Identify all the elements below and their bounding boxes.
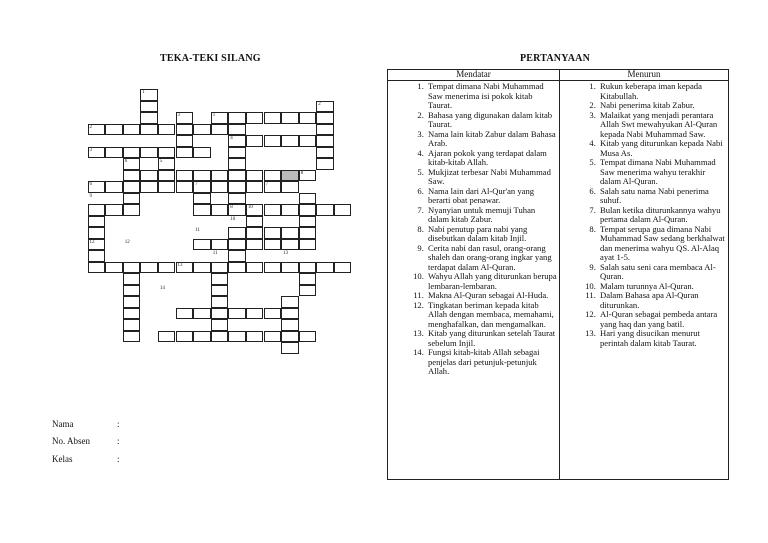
crossword-cell[interactable] [246, 181, 264, 193]
crossword-cell[interactable] [158, 262, 176, 274]
crossword-cell[interactable] [140, 124, 158, 136]
crossword-cell[interactable] [123, 147, 141, 159]
crossword-cell[interactable] [281, 135, 299, 147]
crossword-cell[interactable] [299, 331, 317, 343]
menurun-clue: 5. Tempat dimana Nabi Muhammad Saw menerima wahyu terakhir dalam Al-Quran. [598, 158, 726, 187]
crossword-cell[interactable] [88, 262, 106, 274]
crossword-cell[interactable] [88, 250, 106, 262]
crossword-cell[interactable] [334, 204, 352, 216]
crossword-cell[interactable] [264, 308, 282, 320]
crossword-cell[interactable] [123, 296, 141, 308]
crossword-cell[interactable] [264, 204, 282, 216]
crossword-cell[interactable] [281, 170, 299, 182]
mendatar-header: Mendatar [388, 70, 560, 81]
crossword-cell[interactable] [211, 319, 229, 331]
mendatar-clue: 5. Mukjizat terbesar Nabi Muhammad Saw. [426, 168, 557, 187]
crossword-cell[interactable] [281, 112, 299, 124]
crossword-cell[interactable] [264, 227, 282, 239]
crossword-cell[interactable] [123, 273, 141, 285]
crossword-cell[interactable] [299, 216, 317, 228]
crossword-cell[interactable] [228, 193, 246, 205]
crossword-cell[interactable] [123, 204, 141, 216]
crossword-cell[interactable] [299, 262, 317, 274]
menurun-clue: 6. Salah satu nama Nabi penerima suhuf. [598, 187, 726, 206]
crossword-cell[interactable] [211, 285, 229, 297]
mendatar-clue: 12. Tingkatan beriman kepada kitab Allah dengan membaca, memahami, menghafalkan, dan mengamalkan. [426, 301, 557, 330]
clue-number: 4 [230, 136, 233, 142]
crossword-cell[interactable] [176, 170, 194, 182]
crossword-cell[interactable] [211, 124, 229, 136]
crossword-cell[interactable] [228, 170, 246, 182]
crossword-cell[interactable] [123, 331, 141, 343]
crossword-cell[interactable] [246, 170, 264, 182]
crossword-cell[interactable] [140, 181, 158, 193]
crossword-cell[interactable] [123, 181, 141, 193]
crossword-cell[interactable] [264, 112, 282, 124]
crossword-cell[interactable] [140, 170, 158, 182]
crossword-cell[interactable] [123, 319, 141, 331]
crossword-cell[interactable] [123, 262, 141, 274]
menurun-clue: 9. Salah satu seni cara membaca Al-Quran. [598, 263, 726, 282]
crossword-cell[interactable] [193, 170, 211, 182]
crossword-cell[interactable] [105, 181, 123, 193]
crossword-cell[interactable] [246, 227, 264, 239]
clue-number: 2 [318, 101, 321, 107]
crossword-cell[interactable] [228, 124, 246, 136]
crossword-cell[interactable] [211, 204, 229, 216]
menurun-header: Menurun [560, 70, 729, 81]
menurun-clue: 11. Dalam Bahasa apa Al-Quran diturunkan. [598, 291, 726, 310]
crossword-cell[interactable] [281, 239, 299, 251]
crossword-cell[interactable] [193, 124, 211, 136]
clue-number: 14 [159, 285, 165, 291]
crossword-cell[interactable] [281, 331, 299, 343]
crossword-cell[interactable] [299, 112, 317, 124]
crossword-cell[interactable] [228, 158, 246, 170]
menurun-clue: 13. Hari yang disucikan menurut perintah dalam kitab Taurat. [598, 329, 726, 348]
crossword-cell[interactable] [211, 273, 229, 285]
crossword-cell[interactable] [140, 262, 158, 274]
crossword-cell[interactable] [299, 273, 317, 285]
menurun-clue: 1. Rukun keberapa iman kepada Kitabullah. [598, 82, 726, 101]
crossword-cell[interactable] [193, 308, 211, 320]
crossword-cell[interactable] [211, 296, 229, 308]
crossword-cell[interactable] [211, 239, 229, 251]
crossword-cell[interactable] [140, 101, 158, 113]
clue-number: 11 [195, 228, 200, 234]
name-field [52, 419, 120, 429]
crossword-cell[interactable] [211, 331, 229, 343]
menurun-clue: 4. Kitab yang diturunkan kepada Nabi Musa As. [598, 139, 726, 158]
clue-number: 10 [230, 216, 236, 222]
crossword-cell[interactable] [140, 147, 158, 159]
crossword-cell[interactable] [281, 296, 299, 308]
crossword-cell[interactable] [105, 147, 123, 159]
crossword-cell[interactable] [88, 204, 106, 216]
clue-number: 12 [124, 239, 130, 245]
crossword-cell[interactable] [123, 193, 141, 205]
crossword-cell[interactable] [281, 181, 299, 193]
name-colon: : [117, 419, 120, 429]
crossword-cell[interactable] [176, 181, 194, 193]
clue-number: 6 [89, 182, 92, 188]
clue-number: 11 [212, 251, 218, 257]
clue-number: 13 [177, 262, 183, 268]
crossword-cell[interactable] [316, 124, 334, 136]
clue-number: 3 [177, 113, 180, 119]
crossword-cell[interactable] [228, 112, 246, 124]
menurun-list [562, 82, 726, 348]
mendatar-clue: 4. Ajaran pokok yang terdapat dalam kitab-kitab Allah. [426, 149, 557, 168]
crossword-cell[interactable] [299, 204, 317, 216]
mendatar-clue: 6. Nama lain dari Al-Qur'an yang berarti obat penawar. [426, 187, 557, 206]
crossword-cell[interactable] [299, 227, 317, 239]
crossword-cell[interactable] [158, 170, 176, 182]
crossword-cell[interactable] [193, 204, 211, 216]
crossword-cell[interactable] [299, 135, 317, 147]
clue-number: 1 [142, 90, 145, 96]
crossword-cell[interactable] [299, 193, 317, 205]
clue-number: 12 [89, 239, 95, 245]
crossword-cell[interactable] [334, 262, 352, 274]
crossword-cell[interactable] [193, 331, 211, 343]
crossword-cell[interactable] [88, 227, 106, 239]
crossword-cell[interactable] [264, 170, 282, 182]
crossword-cell[interactable] [123, 170, 141, 182]
crossword-cell[interactable] [176, 331, 194, 343]
crossword-cell[interactable] [228, 181, 246, 193]
menurun-clue: 8. Tempat serupa gua dimana Nabi Muhammad Saw sedang berkhalwat dan menerima wahyu QS. Al-Alaq ayat 1-5. [598, 225, 726, 263]
crossword-cell[interactable] [176, 308, 194, 320]
crossword-cell[interactable] [123, 124, 141, 136]
clue-number: 8 [230, 205, 233, 211]
clue-number: 6 [124, 159, 128, 165]
mendatar-clue: 2. Bahasa yang digunakan dalam kitab Taurat. [426, 111, 557, 130]
crossword-cell[interactable] [316, 262, 334, 274]
crossword-cell[interactable] [105, 124, 123, 136]
crossword-cell[interactable] [264, 239, 282, 251]
crossword-cell[interactable] [281, 227, 299, 239]
mendatar-clue: 9. Cerita nabi dan rasul, orang-orang shaleh dan orang-orang ingkar yang terdapat dalam Al-Quran. [426, 244, 557, 273]
crossword-cell[interactable] [246, 331, 264, 343]
crossword-cell[interactable] [228, 331, 246, 343]
clue-number: 3 [89, 147, 92, 153]
crossword-cell[interactable] [264, 262, 282, 274]
clue-number: 8 [300, 170, 304, 176]
crossword-cell[interactable] [158, 331, 176, 343]
crossword-cell[interactable] [176, 135, 194, 147]
menurun-clue: 3. Malaikat yang menjadi perantara Allah Swt mewahyukan Al-Quran kepada Nabi Muhammad Saw. [598, 111, 726, 140]
crossword-cell[interactable] [281, 204, 299, 216]
crossword-cell[interactable] [211, 308, 229, 320]
crossword-cell[interactable] [316, 135, 334, 147]
menurun-clue: 2. Nabi penerima kitab Zabur. [598, 101, 726, 111]
crossword-cell[interactable] [281, 308, 299, 320]
absen-label: No. Absen [52, 436, 90, 446]
questions-title: PERTANYAAN [520, 53, 590, 64]
absen-field [52, 436, 120, 446]
crossword-cell[interactable] [228, 147, 246, 159]
kelas-colon: : [117, 454, 120, 464]
crossword-cell[interactable] [228, 308, 246, 320]
menurun-clue: 10. Malam turunnya Al-Quran. [598, 282, 726, 292]
menurun-clue: 12. Al-Quran sebagai pembeda antara yang haq dan yang batil. [598, 310, 726, 329]
crossword-cell[interactable] [246, 308, 264, 320]
crossword-title: TEKA-TEKI SILANG [160, 53, 261, 64]
clue-number: 2 [89, 124, 92, 130]
menurun-clue: 7. Bulan ketika diturunkannya wahyu pertama dalam Al-Quran. [598, 206, 726, 225]
crossword-cell[interactable] [211, 170, 229, 182]
crossword-cell[interactable] [176, 124, 194, 136]
crossword-cell[interactable] [123, 285, 141, 297]
crossword-cell[interactable] [176, 147, 194, 159]
clue-number: 1 [212, 113, 216, 119]
crossword-cell[interactable] [158, 181, 176, 193]
crossword-cell[interactable] [281, 319, 299, 331]
crossword-cell[interactable] [246, 262, 264, 274]
crossword-cell[interactable] [193, 147, 211, 159]
mendatar-clue: 10. Wahyu Allah yang diturunkan berupa lembaran-lembaran. [426, 272, 557, 291]
crossword-cell[interactable] [211, 262, 229, 274]
crossword-cell[interactable] [140, 112, 158, 124]
mendatar-clue: 7. Nyanyian untuk memuji Tuhan dalam kitab Zabur. [426, 206, 557, 225]
crossword-cell[interactable] [264, 135, 282, 147]
clue-number: 7 [265, 182, 268, 188]
crossword-cell[interactable] [88, 216, 106, 228]
crossword-cell[interactable] [228, 250, 246, 262]
crossword-cell[interactable] [193, 239, 211, 251]
crossword-cell[interactable] [211, 181, 229, 193]
mendatar-clue: 1. Tempat dimana Nabi Muhammad Saw menerima isi pokok kitab Taurat. [426, 82, 557, 111]
crossword-cell[interactable] [246, 112, 264, 124]
crossword-cell[interactable] [158, 147, 176, 159]
crossword-cell[interactable] [228, 239, 246, 251]
mendatar-clue: 13. Kitab yang diturunkan setelah Taurat sebelum Injil. [426, 329, 557, 348]
crossword-cell[interactable] [299, 285, 317, 297]
crossword-cell[interactable] [228, 262, 246, 274]
crossword-cell[interactable] [264, 331, 282, 343]
crossword-cell[interactable] [316, 204, 334, 216]
crossword-cell[interactable] [299, 239, 317, 251]
kelas-field [52, 454, 120, 464]
mendatar-clue: 3. Nama lain kitab Zabur dalam Bahasa Arab. [426, 130, 557, 149]
questions-table [387, 69, 729, 480]
crossword-cell[interactable] [316, 147, 334, 159]
mendatar-clue: 8. Nabi penutup para nabi yang disebutkan dalam kitab Injil. [426, 225, 557, 244]
clue-number: 10 [247, 205, 253, 211]
crossword-cell[interactable] [228, 227, 246, 239]
crossword-cell[interactable] [246, 239, 264, 251]
mendatar-list [390, 82, 557, 377]
crossword-cell[interactable] [123, 308, 141, 320]
crossword-cell[interactable] [246, 216, 264, 228]
clue-number: 13 [283, 251, 289, 257]
kelas-label: Kelas [52, 454, 73, 464]
crossword-cell[interactable] [246, 135, 264, 147]
crossword-cell[interactable] [105, 204, 123, 216]
name-label: Nama [52, 419, 74, 429]
crossword-cell[interactable] [193, 262, 211, 274]
crossword-cell[interactable] [281, 262, 299, 274]
mendatar-clue: 11. Makna Al-Quran sebagai Al-Huda. [426, 291, 557, 301]
crossword-cell[interactable] [193, 193, 211, 205]
crossword-cell[interactable] [105, 262, 123, 274]
clue-number: 5 [159, 159, 163, 165]
crossword-cell[interactable] [316, 112, 334, 124]
crossword-cell[interactable] [316, 158, 334, 170]
crossword-cell[interactable] [281, 342, 299, 354]
clue-number: 7 [195, 182, 198, 188]
clue-number: 9 [89, 193, 92, 199]
crossword-cell[interactable] [158, 124, 176, 136]
mendatar-clue: 14. Fungsi kitab-kitab Allah sebagai penjelas dari petunjuk-petunjuk Allah. [426, 348, 557, 377]
absen-colon: : [117, 436, 120, 446]
